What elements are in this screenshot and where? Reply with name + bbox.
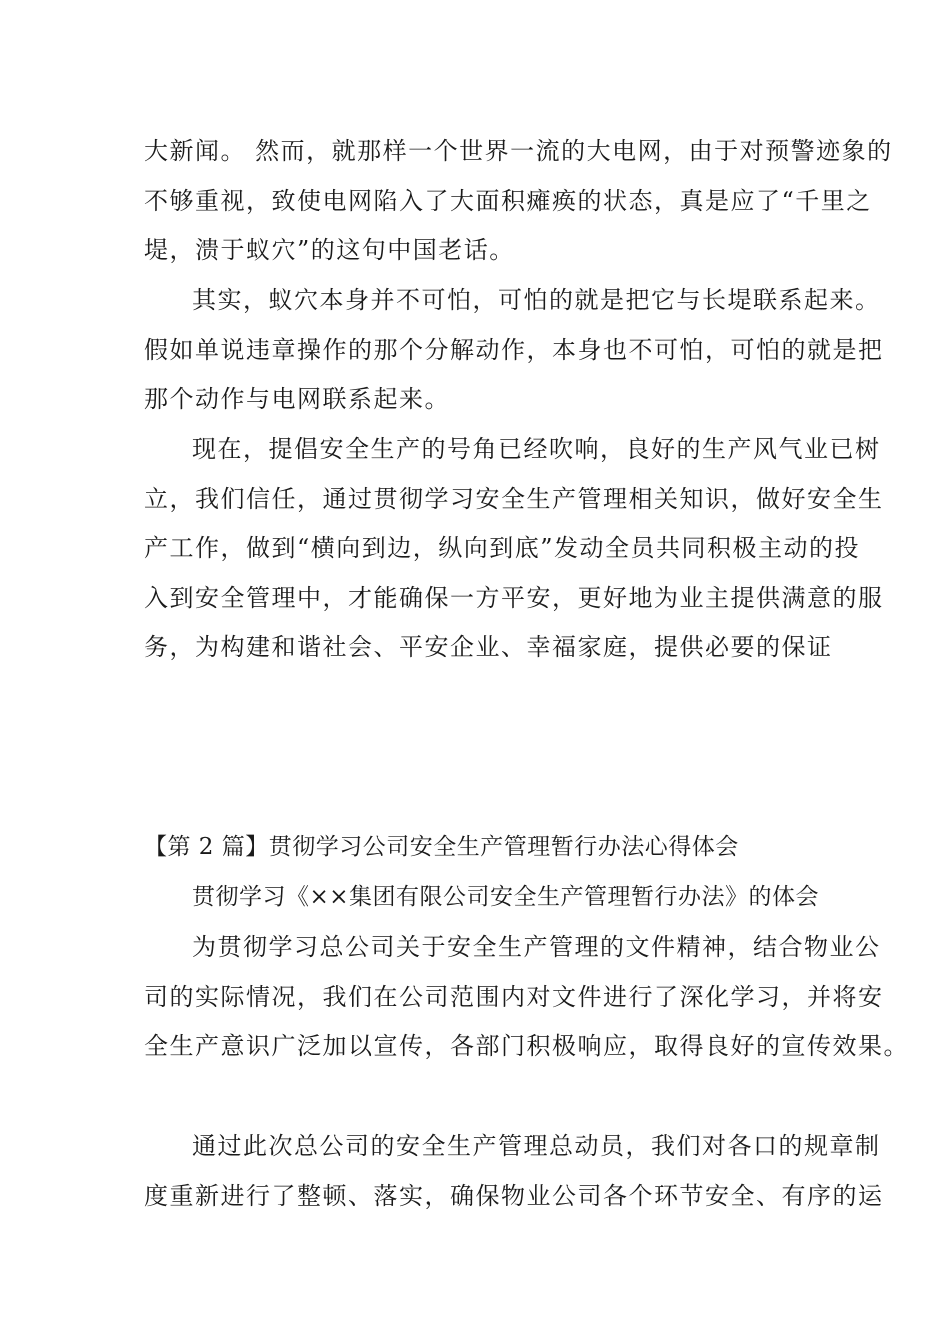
paragraph-2-line-2: 假如单说违章操作的那个分解动作，本身也不可怕，可怕的就是把 bbox=[144, 336, 884, 364]
section-paragraph-2-line-2: 度重新进行了整顿、落实，确保物业公司各个环节安全、有序的运 bbox=[144, 1182, 884, 1210]
section-paragraph-1-line-1: 为贯彻学习总公司关于安全生产管理的文件精神，结合物业公 bbox=[192, 933, 881, 961]
paragraph-1-line-1: 大新闻。 然而，就那样一个世界一流的大电网，由于对预警迹象的 bbox=[144, 137, 893, 165]
paragraph-3-line-1: 现在，提倡安全生产的号角已经吹响，良好的生产风气业已树 bbox=[192, 435, 881, 463]
paragraph-1-line-3: 堤，溃于蚁穴”的这句中国老话。 bbox=[144, 236, 515, 264]
section-paragraph-2-line-1: 通过此次总公司的安全生产管理总动员，我们对各口的规章制 bbox=[192, 1132, 881, 1160]
section-heading: 【第 2 篇】贯彻学习公司安全生产管理暂行办法心得体会 bbox=[144, 834, 739, 860]
section-paragraph-1-line-3: 全生产意识广泛加以宣传，各部门积极响应，取得良好的宣传效果。 bbox=[144, 1032, 909, 1060]
paragraph-3-line-4: 入到安全管理中，才能确保一方平安，更好地为业主提供满意的服 bbox=[144, 584, 884, 612]
paragraph-3-line-5: 务，为构建和谐社会、平安企业、幸福家庭，提供必要的保证 bbox=[144, 633, 833, 661]
paragraph-3-line-2: 立，我们信任，通过贯彻学习安全生产管理相关知识，做好安全生 bbox=[144, 485, 884, 513]
paragraph-3-line-3: 产工作，做到“横向到边，纵向到底”发动全员共同积极主动的投 bbox=[144, 534, 861, 562]
paragraph-2-line-1: 其实，蚁穴本身并不可怕，可怕的就是把它与长堤联系起来。 bbox=[192, 286, 881, 314]
paragraph-2-line-3: 那个动作与电网联系起来。 bbox=[144, 385, 450, 413]
section-subtitle: 贯彻学习《××集团有限公司安全生产管理暂行办法》的体会 bbox=[192, 884, 820, 910]
section-paragraph-1-line-2: 司的实际情况，我们在公司范围内对文件进行了深化学习，并将安 bbox=[144, 983, 884, 1011]
paragraph-1-line-2: 不够重视，致使电网陷入了大面积瘫痪的状态，真是应了“千里之 bbox=[144, 187, 872, 215]
